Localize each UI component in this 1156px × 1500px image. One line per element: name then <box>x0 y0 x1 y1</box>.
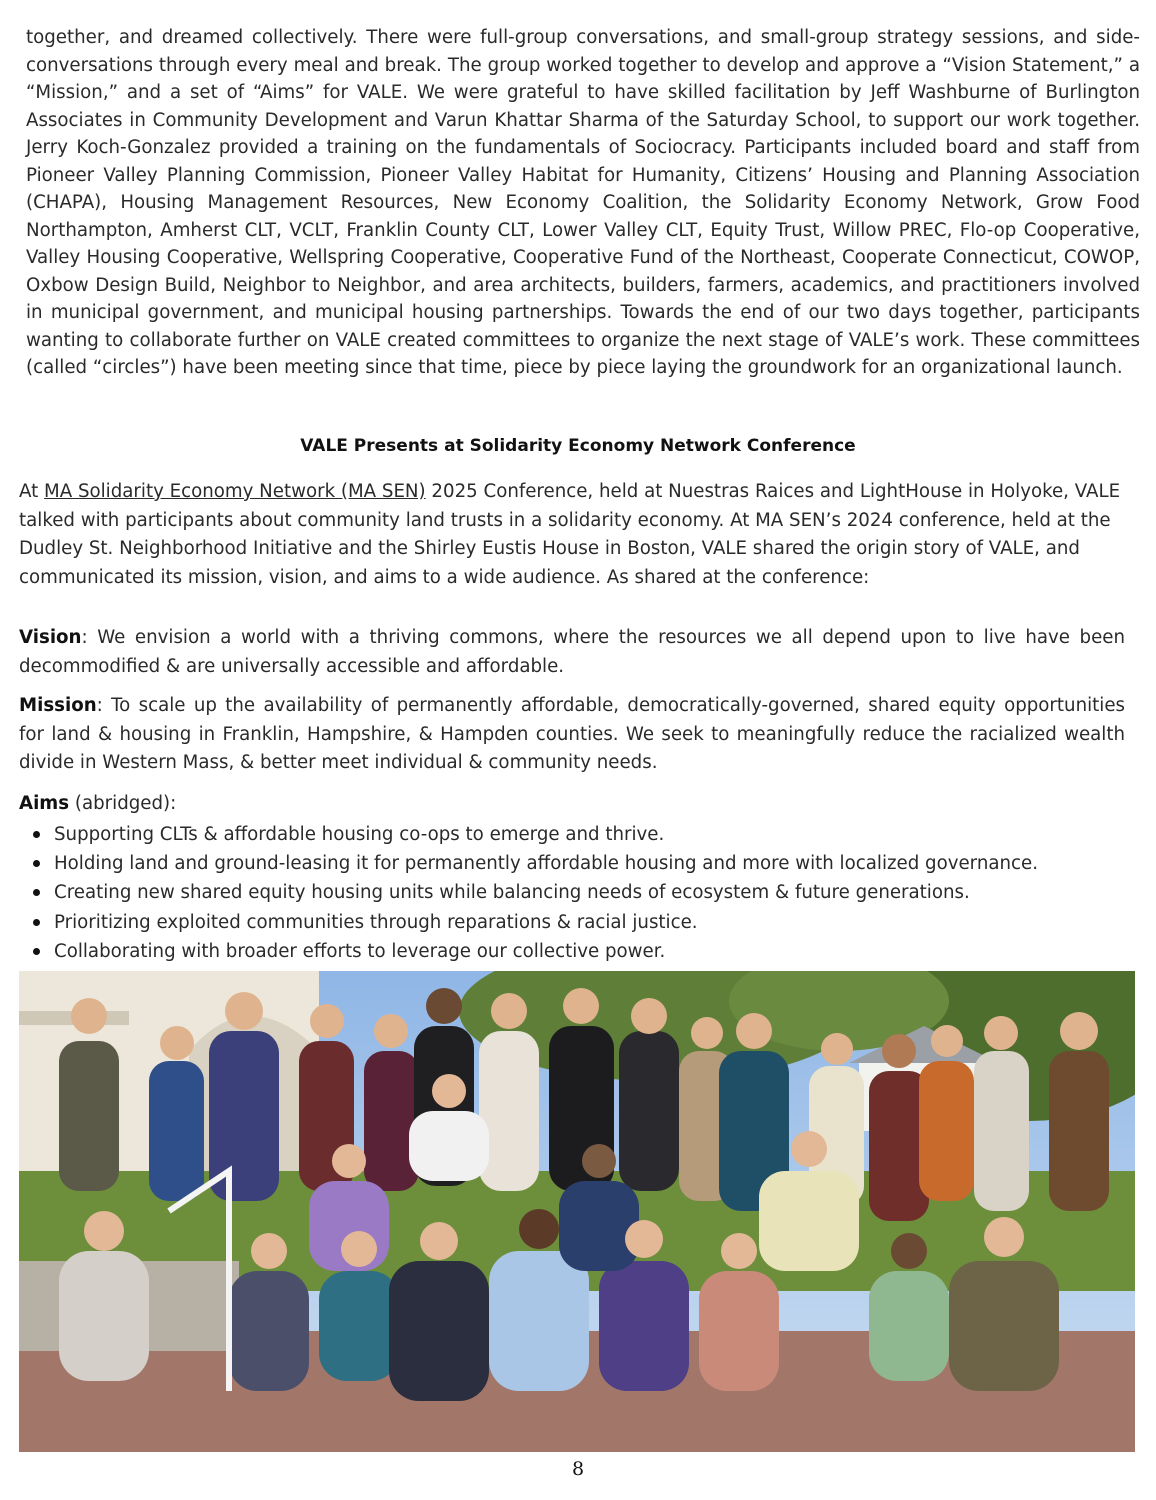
conference-prefix: At <box>19 481 45 502</box>
aims-title <box>19 793 176 814</box>
conference-paragraph <box>19 478 1131 592</box>
mission-statement <box>19 692 1125 778</box>
aims-item: Prioritizing exploited communities through reparations & racial justice. <box>19 908 1038 937</box>
aims-item: Holding land and ground-leasing it for permanently affordable housing and more with localized governance. <box>19 849 1038 878</box>
page-number: 8 <box>571 1458 585 1480</box>
aims-item: Supporting CLTs & affordable housing co-ops to emerge and thrive. <box>19 820 1038 849</box>
aims-list <box>19 820 1038 966</box>
vision-text: : We envision a world with a thriving commons, where the resources we all depend upon to live have been decommodified & are universally accessible and affordable. <box>19 627 1125 677</box>
ma-sen-link[interactable]: MA Solidarity Economy Network (MA SEN) <box>44 481 426 502</box>
section-heading: VALE Presents at Solidarity Economy Network Conference <box>300 436 856 456</box>
vision-label: Vision <box>19 627 82 648</box>
intro-paragraph: together, and dreamed collectively. There were full-group conversations, and small-group strategy sessions, and side-conversations through every meal and break. The group worked together to develop and approve a “Vision Statement,” a “Mission,” and a set of “Aims” for VALE. We were grateful to have skilled facilitation by Jeff Washburne of Burlington Associates in Community Development and Varun Khattar Sharma of the Saturday School, to support our work together. Jerry Koch-Gonzalez provided a training on the fundamentals of Sociocracy. Participants included board and staff from Pioneer Valley Planning Commission, Pioneer Valley Habitat for Humanity, Citizens’ Housing and Planning Association (CHAPA), Housing Management Resources, New Economy Coalition, the Solidarity Economy Network, Grow Food Northampton, Amherst CLT, VCLT, Franklin County CLT, Lower Valley CLT, Equity Trust, Willow PREC, Flo-op Cooperative, Valley Housing Cooperative, Wellspring Cooperative, Cooperative Fund of the Northeast, Cooperate Connecticut, COWOP, Oxbow Design Build, Neighbor to Neighbor, and area architects, builders, farmers, academics, and practitioners involved in municipal government, and municipal housing partnerships. Towards the end of our two days together, participants wanting to collaborate further on VALE created committees to organize the next stage of VALE’s work. These committees (called “circles”) have been meeting since that time, piece by piece laying the groundwork for an organizational launch. <box>26 27 1140 378</box>
mission-text: : To scale up the availability of permanently affordable, democratically-governed, shared equity opportunities for land & housing in Franklin, Hampshire, & Hampden counties. We seek to meaningfully reduce the racialized wealth divide in Western Mass, & better meet individual & community needs. <box>19 695 1125 773</box>
conference-text: 2025 Conference, held at Nuestras Raices and LightHouse in Holyoke, VALE talked with participants about community land trusts in a solidarity economy. At MA SEN’s 2024 conference, held at the Dudley St. Neighborhood Initiative and the Shirley Eustis House in Boston, VALE shared the origin story of VALE, and communicated its mission, vision, and aims to a wide audience. As shared at the conference: <box>19 481 1121 588</box>
aims-suffix: (abridged): <box>69 793 177 814</box>
aims-label: Aims <box>19 793 70 814</box>
aims-item: Creating new shared equity housing units while balancing needs of ecosystem & future generations. <box>19 878 1038 907</box>
vision-statement <box>19 624 1125 681</box>
group-photo-illustration <box>19 971 1135 1452</box>
group-photo <box>19 971 1135 1452</box>
mission-label: Mission <box>19 695 97 716</box>
aims-item: Collaborating with broader efforts to leverage our collective power. <box>19 937 1038 966</box>
